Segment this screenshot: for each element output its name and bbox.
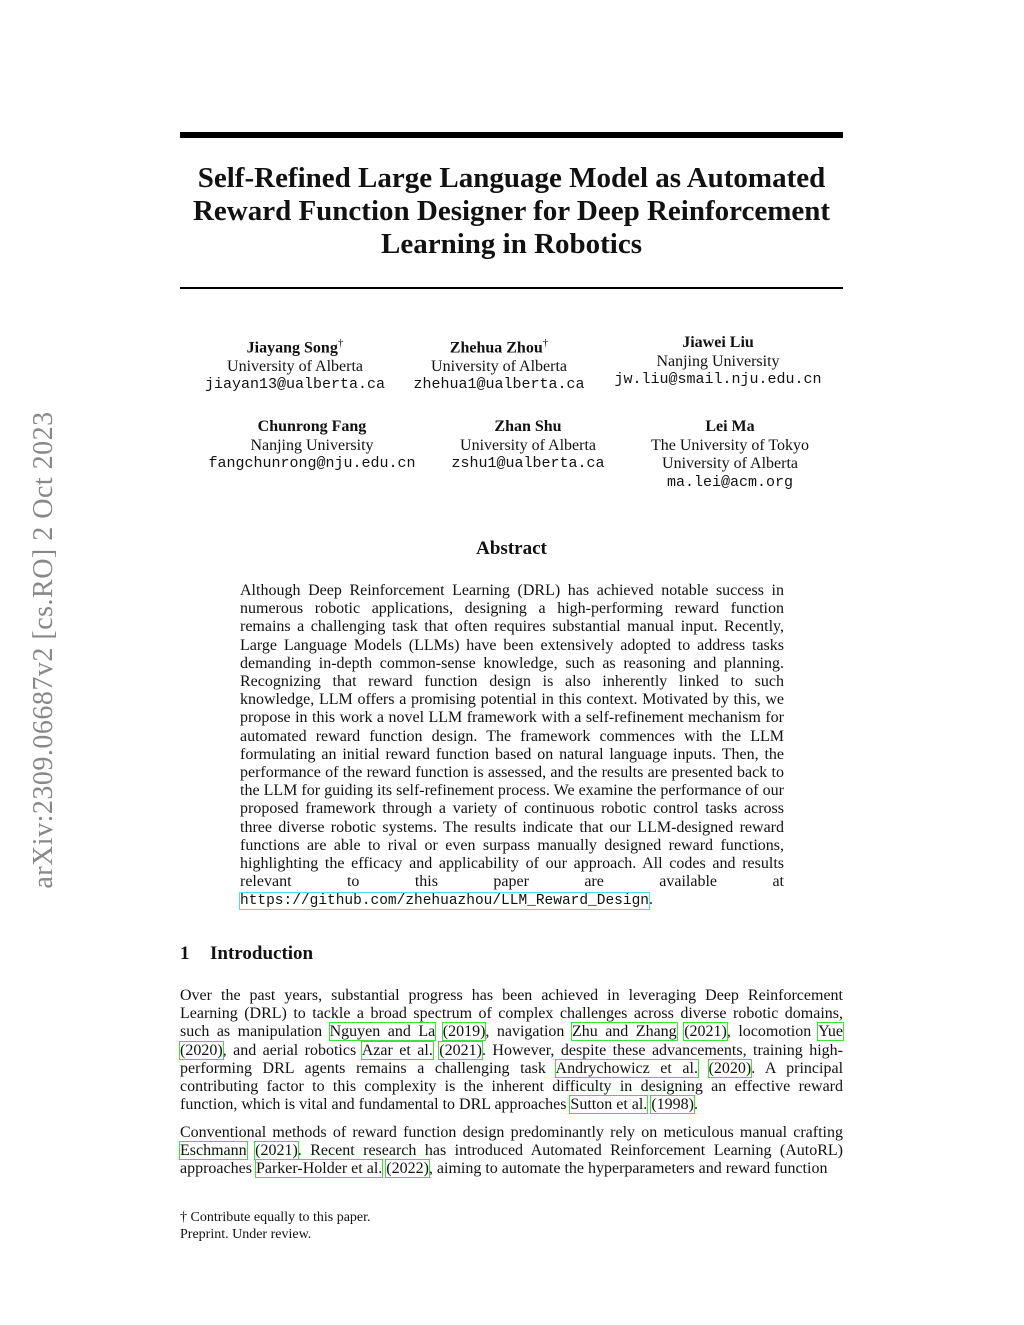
author-affiliation: Nanjing University (250, 436, 374, 454)
footnote-preprint: Preprint. Under review. (180, 1227, 312, 1242)
author-block (374, 334, 624, 395)
author-affiliation: University of Alberta (460, 436, 596, 454)
author-block (187, 418, 437, 474)
author-affiliation-secondary: University of Alberta (662, 455, 798, 472)
footnotes (180, 1209, 371, 1243)
intro-paragraph-2: Conventional methods of reward function design predominantly rely on meticulous manual crafting Eschmann (2021). Recent research has introduced Automated Reinforcement Learning (AutoRL) approaches Parker-Holder et al. (2022), aiming to automate the hyperparameters and reward function (180, 1124, 844, 1178)
citation-year-link[interactable]: (2021) (684, 1023, 727, 1041)
author-name: Jiawei Liu (682, 334, 754, 351)
author-name: Zhehua Zhou† (449, 337, 549, 357)
footnote-contribution: † Contribute equally to this paper. (180, 1210, 371, 1225)
citation-link[interactable]: Andrychowicz et al. (555, 1059, 698, 1077)
citation-year-link[interactable]: (2022) (386, 1160, 429, 1178)
author-affiliation: The University of Tokyo (650, 436, 810, 454)
intro-paragraph-1: Over the past years, substantial progress has been achieved in leveraging Deep Reinforcement Learning (DRL) to tackle a broad spectrum of complex challenges across diverse robotic domains, such as manipulation Nguyen and La (2019), navigation Zhu and Zhang (2021), locomotion Yue (2020), and aerial robotics Azar et al. (2021). However, despite these advancements, training high-performing DRL agents remains a challenging task Andrychowicz et al. (2020). A principal contributing factor to this complexity is the inherent difficulty in designing an effective reward function, which is vital and fundamental to DRL approaches Sutton et al. (1998). (180, 987, 844, 1114)
citation-link[interactable]: Eschmann (180, 1142, 247, 1160)
author-email: fangchunrong@nju.edu.cn (208, 455, 416, 472)
abstract-body: Although Deep Reinforcement Learning (DRL) has achieved notable success in numerous robotic applications, designing a high-performing reward function remains a challenging task that often requires substantial manual input. Recently, Large Language Models (LLMs) have been extensively adopted to address tasks demanding in-depth common-sense knowledge, such as reasoning and planning. Recognizing that reward function design is also inherently linked to such knowledge, LLM offers a promising potential in this context. Motivated by this, we propose in this work a novel LLM framework with a self-refinement mechanism for automated reward function design. The framework commences with the LLM formulating an initial reward function based on natural language inputs. Then, the performance of the reward function is assessed, and the results are presented back to the LLM for guiding its self-refinement process. We examine the performance of our proposed framework through a variety of continuous robotic control tasks across three diverse robotic systems. The results indicate that our LLM-designed reward functions are able to rival or even surpass manually designed reward functions, highlighting the efficacy and applicability of our approach. All codes and results relevant to this paper are available at https://github.com/zhehuazhou/LLM_Reward_Design. (240, 582, 784, 910)
author-affiliation: University of Alberta (227, 357, 363, 375)
author-name: Zhan Shu (494, 418, 562, 435)
abstract-heading: Abstract (476, 538, 547, 559)
citation-year-link[interactable]: (2020) (708, 1059, 752, 1077)
github-link[interactable]: https://github.com/zhehuazhou/LLM_Reward_Design (240, 893, 649, 910)
author-email: jw.liu@smail.nju.edu.cn (614, 371, 822, 388)
section-heading (180, 943, 313, 965)
citation-year-link[interactable]: (2021) (439, 1041, 482, 1059)
citation-link[interactable]: Nguyen and La (329, 1023, 436, 1041)
citation-link[interactable]: Zhu and Zhang (571, 1023, 677, 1041)
paper-title: Self-Refined Large Language Model as Automated Reward Function Designer for Deep Reinforcement Learning in Robotics (192, 162, 831, 260)
citation-link[interactable]: Sutton et al. (570, 1096, 648, 1114)
author-block (593, 334, 843, 390)
author-name: Lei Ma (705, 418, 755, 435)
author-affiliation: Nanjing University (656, 352, 780, 370)
section-number: 1 (180, 943, 190, 964)
title-top-rule (180, 132, 843, 138)
author-email: zhehua1@ualberta.ca (413, 376, 585, 394)
author-email: zshu1@ualberta.ca (451, 455, 605, 472)
section-title: Introduction (210, 943, 314, 964)
author-name: Jiayang Song† (246, 337, 344, 357)
citation-link[interactable]: Azar et al. (361, 1041, 433, 1059)
citation-year-link[interactable]: (1998) (651, 1096, 694, 1114)
author-email: ma.lei@acm.org (666, 473, 794, 491)
abstract-text: Although Deep Reinforcement Learning (DRL) has achieved notable success in numerous robotic applications, designing a high-performing reward function remains a challenging task that often requires substantial manual input. Recently, Large Language Models (LLMs) have been extensively adopted to address tasks demanding in-depth common-sense knowledge, such as reasoning and planning. Recognizing that reward function design is also inherently linked to such knowledge, LLM offers a promising potential in this context. Motivated by this, we propose in this work a novel LLM framework with a self-refinement mechanism for automated reward function design. The framework commences with the LLM formulating an initial reward function based on natural language inputs. Then, the performance of the reward function is assessed, and the results are presented back to the LLM for guiding its self-refinement process. We examine the performance of our proposed framework through a variety of continuous robotic control tasks across three diverse robotic systems. The results indicate that our LLM-designed reward functions are able to rival or even surpass manually designed reward functions, highlighting the efficacy and applicability of our approach. All codes and results relevant to this paper are available at (240, 582, 784, 891)
title-bottom-rule (180, 287, 843, 289)
author-email: jiayan13@ualberta.ca (204, 376, 386, 394)
arxiv-side-stamp: arXiv:2309.06687v2 [cs.RO] 2 Oct 2023 (28, 411, 59, 889)
citation-year-link[interactable]: (2020) (180, 1041, 223, 1059)
author-name: Chunrong Fang (257, 418, 367, 435)
citation-year-link[interactable]: (2021) (255, 1142, 298, 1160)
citation-link[interactable]: Yue (818, 1023, 844, 1041)
author-block (605, 418, 855, 492)
citation-link[interactable]: Parker-Holder et al. (255, 1160, 383, 1178)
citation-year-link[interactable]: (2019) (442, 1023, 486, 1041)
author-affiliation: University of Alberta (431, 357, 567, 375)
